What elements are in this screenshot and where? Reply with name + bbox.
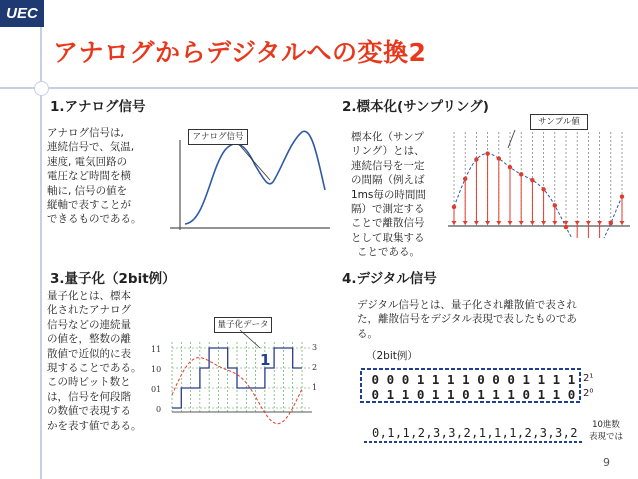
- bit-cell: 1: [522, 372, 531, 387]
- bit-cell: 1: [537, 372, 546, 387]
- bit-cell: 1: [492, 387, 501, 402]
- bit-cell: 0: [507, 372, 516, 387]
- decimal-note-line: 10進数: [592, 420, 620, 430]
- sampling-arrow-head: [496, 221, 501, 225]
- sampling-text-line: リング）とは、: [351, 145, 425, 158]
- quantization-text-line: の値を，整数の離: [47, 333, 131, 346]
- horizontal-rule: [0, 87, 638, 89]
- quantization-text-line: 化されたアナログ: [47, 304, 131, 317]
- bit-cell: 1: [567, 372, 576, 387]
- sampling-text-line: として取集する: [351, 231, 425, 244]
- quant-level-label: 11: [151, 345, 162, 354]
- sampling-text: [351, 130, 441, 260]
- sample-point: [564, 225, 568, 229]
- bit-cell: 0: [522, 387, 531, 402]
- sampling-arrow-head: [485, 221, 490, 225]
- quantization-text-line: は，信号を何段階: [47, 390, 131, 403]
- bit-cell: 1: [477, 387, 486, 402]
- quantization-callout-pointer: [240, 330, 260, 348]
- bit-cell: 1: [416, 372, 425, 387]
- bit-cell: 1: [552, 387, 561, 402]
- analog-text: [47, 126, 157, 227]
- quant-level-label: 10: [151, 365, 162, 374]
- decimal-note: [586, 418, 626, 442]
- sampling-text-line: 標本化（サンプ: [351, 131, 424, 143]
- sample-point: [519, 172, 523, 176]
- bit-cell: 0: [477, 372, 486, 387]
- sample-point: [474, 157, 478, 161]
- sampling-diagram: [440, 128, 635, 238]
- sampling-heading: 2.標本化(サンプリング): [342, 99, 489, 115]
- quantization-text-line: 現することである。: [47, 362, 142, 375]
- bit-cell: 1: [447, 372, 456, 387]
- digital-heading: 4.デジタル信号: [342, 271, 437, 287]
- analog-text-line: 連続信号で、気温,: [47, 141, 135, 154]
- sample-point: [553, 203, 557, 207]
- sampling-text-line: ことである。: [357, 246, 420, 259]
- quantization-text-line: 散値で近似的に表: [47, 347, 131, 360]
- quantization-heading: 3.量子化（2bit例）: [50, 271, 176, 287]
- bit-cell: 1: [537, 387, 546, 402]
- bit-cell: 0: [567, 387, 576, 402]
- sampling-callout-pointer: [508, 130, 515, 148]
- analog-text-line: 縦軸で表すことが: [47, 199, 131, 212]
- page-number: 9: [603, 456, 610, 469]
- sampling-arrow-head: [463, 221, 468, 225]
- quant-value-label: 1: [312, 383, 318, 392]
- bit-cell: 1: [386, 387, 395, 402]
- quant-level-label: 01: [151, 385, 162, 394]
- quantization-callout: 量子化データ: [214, 317, 272, 333]
- quantization-text-line: かを表す値である。: [47, 419, 142, 432]
- sampling-text-line: 隔）で測定する: [351, 203, 425, 216]
- weight-low: 2⁰: [583, 388, 594, 399]
- sample-point: [463, 177, 467, 181]
- quantization-text-line: この時ビット数と: [47, 376, 131, 389]
- sampling-arrow-head: [575, 221, 580, 225]
- bit-cell: 1: [447, 387, 456, 402]
- sample-point: [452, 205, 456, 209]
- sampling-text-line: 連続信号を一定: [351, 159, 425, 172]
- quantization-text: [47, 289, 155, 433]
- bit-cell: 0: [386, 372, 395, 387]
- sample-point: [620, 194, 624, 198]
- digital-text-line: る。: [357, 327, 378, 340]
- sampling-arrow-head: [452, 221, 457, 225]
- sampling-arrow-head: [586, 221, 591, 225]
- sample-point: [497, 156, 501, 160]
- sampling-arrow-head: [541, 221, 546, 225]
- decimal-note-line: 表現では: [588, 432, 623, 442]
- bit-cell: 0: [416, 387, 425, 402]
- digital-text: [357, 298, 597, 341]
- bit-cell: 1: [401, 387, 410, 402]
- quant-value-label: 2: [312, 363, 318, 372]
- sampling-arrow-head: [597, 221, 602, 225]
- sampling-wave: [454, 154, 622, 238]
- sampling-arrow-head: [530, 221, 535, 225]
- digital-example-label: （2bit例）: [366, 350, 418, 362]
- digital-text-line: た，離散信号をデジタル表現で表したものであ: [357, 313, 577, 326]
- sampling-callout: サンプル値: [530, 114, 588, 130]
- bit-cell: 0: [371, 372, 380, 387]
- sampling-arrow-head: [474, 221, 479, 225]
- analog-text-line: 速度, 電気回路の: [47, 155, 128, 168]
- quant-value-label: 3: [312, 343, 318, 352]
- sample-point: [609, 221, 613, 225]
- analog-text-line: アナログ信号は,: [47, 127, 124, 139]
- analog-text-line: 軸に, 信号の値を: [47, 184, 128, 197]
- quantization-diagram: [150, 328, 330, 428]
- analog-heading: 1.アナログ信号: [50, 99, 146, 115]
- decimal-values: 0,1,1,2,3,3,2,1,1,1,2,3,3,2: [372, 426, 578, 440]
- quant-marker: 1: [260, 351, 271, 369]
- quantization-text-line: の数値で表現する: [47, 405, 131, 418]
- sampling-text-line: ことで離散信号: [351, 217, 425, 230]
- logo: UEC: [0, 0, 44, 27]
- sample-point: [485, 151, 489, 155]
- bit-cell: 0: [492, 372, 501, 387]
- weight-high: 2¹: [583, 373, 594, 384]
- sample-point: [541, 187, 545, 191]
- quant-level-label: 0: [156, 405, 162, 414]
- sample-point: [530, 178, 534, 182]
- bit-cell: 0: [462, 387, 471, 402]
- bit-cell: 1: [552, 372, 561, 387]
- bit-cell: 1: [462, 372, 471, 387]
- sampling-text-line: の間隔（例えば: [351, 174, 425, 187]
- analog-callout-pointer: [235, 140, 270, 180]
- bit-cell: 0: [401, 372, 410, 387]
- sample-point: [508, 165, 512, 169]
- analog-callout: アナログ信号: [188, 129, 248, 145]
- bit-row-high: [368, 372, 579, 387]
- quantization-text-line: 量子化とは、標本: [47, 290, 131, 302]
- analog-text-line: 電圧など時間を横: [47, 170, 131, 183]
- sampling-text-line: 1ms毎の時間間: [351, 188, 426, 201]
- sampling-arrow-head: [508, 221, 513, 225]
- sampling-arrow-head: [552, 221, 557, 225]
- rule-ornament: [34, 81, 49, 96]
- quantization-text-line: 信号などの連続量: [47, 318, 131, 331]
- bit-cell: 1: [431, 372, 440, 387]
- analog-wave: [185, 131, 325, 224]
- bit-cell: 1: [507, 387, 516, 402]
- bit-cell: 1: [431, 387, 440, 402]
- analog-text-line: できるものである。: [47, 213, 142, 226]
- slide-title: アナログからデジタルへの変換2: [53, 38, 427, 67]
- bit-cell: 0: [371, 387, 380, 402]
- sampling-arrow-head: [519, 221, 524, 225]
- bit-row-low: [368, 387, 579, 402]
- digital-text-line: デジタル信号とは、量子化され離散値で表され: [357, 299, 577, 311]
- sampling-arrow-head: [620, 221, 625, 225]
